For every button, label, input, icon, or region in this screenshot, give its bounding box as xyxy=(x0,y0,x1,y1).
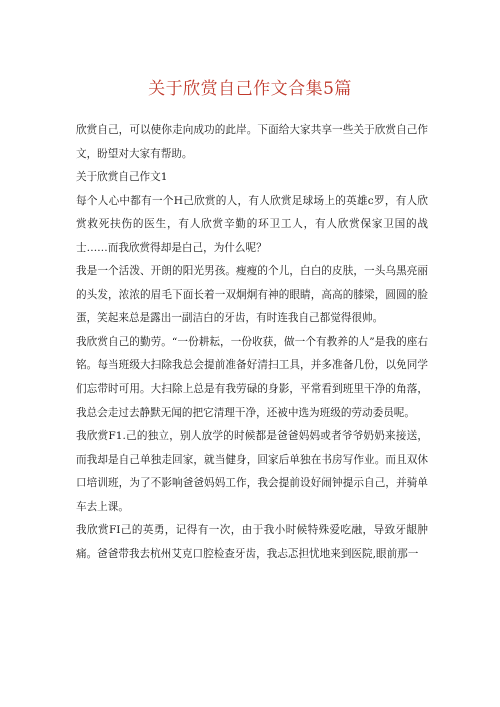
intro-paragraph: 欣赏自己，可以使你走向成功的此岸。下面给大家共享一些关于欣赏自己作文，盼望对大家有帮助。 xyxy=(76,124,428,160)
body-paragraph: 每个人心中都有一个H己欣赏的人，有人欣赏足球场上的英雄c罗，有人欣赏救死扶伤的医生，有人欣赏辛勤的环卫工人，有人欣赏保家卫国的战士……而我欣赏得却是白己，为什么呢？ xyxy=(76,194,428,254)
document-title: 关于欣赏自己作文合集5篇 xyxy=(148,79,352,99)
body-paragraph: 我是一个活泼、开朗的阳光男孩。瘦瘦的个儿，白白的皮肤，一头乌黑亮丽的头发，浓浓的眉毛下面长着一双炯炯有神的眼睛，高高的膝梁，圆圆的脸蛋，笑起来总是露出一副洁白的牙齿，有时连我自己都觉得很帅。 xyxy=(76,265,428,325)
body-paragraph: 我欣赏自己的勤劳。“一份耕耘，一份收获，做一个有教养的人”是我的座右铭。每当班级大扫除我总会提前准备好清扫工具，并多准备几份，以免同学们忘带时可用。大扫除上总是有我劳碌的身影，平常看到班里干净的角落，我总会走过去静默无闻的把它清理干净，还被中选为班级的劳动委员呢。 xyxy=(76,335,428,419)
body-paragraph: 我欣赏FI己的英勇，记得有一次，由于我小时候特殊爱吃融，导致牙龈肿痛。爸爸带我去杭州艾克口腔检查牙齿，我忐忑担忧地来到医院,眼前那一 xyxy=(76,524,428,560)
body-paragraph: 我欣赏F1.己的独立，别人放学的时候都是爸爸妈妈或者爷爷奶奶来接送，而我却是自己单独走回家，就当健身，回家后单独在书房写作业。而且双休口培训班，为了不影响爸爸妈妈工作，我会提前设好闹钟提示自己，并骑单车去上课。 xyxy=(76,430,428,513)
document-body xyxy=(76,119,428,566)
section-heading: 关于欣赏自己作文1 xyxy=(76,171,168,184)
